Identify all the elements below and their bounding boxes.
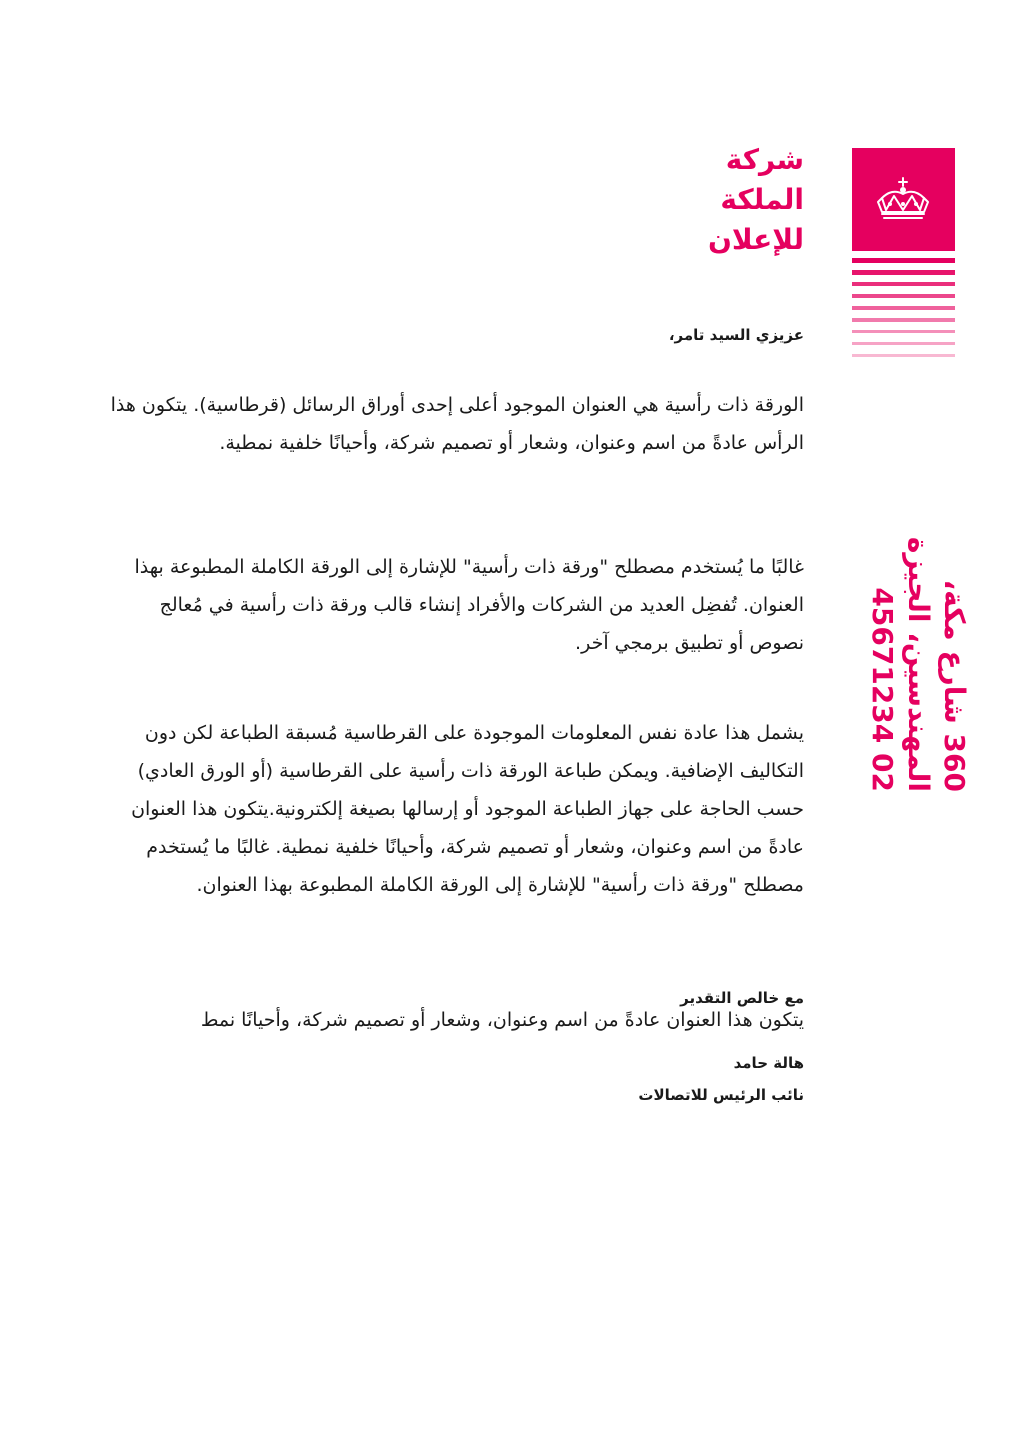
letter-greeting: عزيزي السيد تامر،	[668, 326, 804, 344]
signer-title: نائب الرئيس للاتصالات	[638, 1086, 804, 1104]
letter-closing: مع خالص التقدير	[680, 989, 804, 1007]
company-name	[564, 140, 804, 260]
company-name-line: الملكة	[720, 183, 804, 216]
company-address	[832, 212, 972, 792]
address-city: المهندسين، الجيزة	[902, 536, 935, 792]
company-name-line: شركة	[725, 143, 804, 176]
letter-paragraph: غالبًا ما يُستخدم مصطلح "ورقة ذات رأسية" للإشارة إلى الورقة الكاملة المطبوعة بهذا العنوان. تُفضِل العديد من الشركات والأفراد إنشاء قالب ورقة ذات رأسية في مُعالج نصوص أو تطبيق برمجي آخر.	[134, 556, 804, 654]
letter-closing-extra: يتكون هذا العنوان عادةً من اسم وعنوان، وشعار أو تصميم شركة، وأحيانًا نمط	[200, 1009, 804, 1031]
company-name-line: للإعلان	[707, 223, 804, 256]
letter-paragraph: يشمل هذا عادة نفس المعلومات الموجودة على القرطاسية مُسبقة الطباعة لكن دون التكاليف الإضافية. ويمكن طباعة الورقة ذات رأسية على القرطاسية (أو الورق العادي) حسب الحاجة على جهاز الطباعة الموجود أو إرسالها بصيغة إلكترونية.يتكون هذا العنوان عادةً من اسم وعنوان، وشعار أو تصميم شركة، وأحيانًا خلفية نمطية. غالبًا ما يُستخدم مصطلح "ورقة ذات رأسية" للإشارة إلى الورقة الكاملة المطبوعة بهذا العنوان.	[131, 722, 804, 896]
address-phone: 02 45671234	[866, 587, 899, 792]
address-street: 360 شارع مكة،	[938, 579, 971, 792]
signer-name: هالة حامد	[733, 1054, 804, 1072]
letter-paragraph: الورقة ذات رأسية هي العنوان الموجود أعلى إحدى أوراق الرسائل (قرطاسية). يتكون هذا الرأس عادةً من اسم وعنوان، وشعار أو تصميم شركة، وأحيانًا خلفية نمطية.	[110, 394, 804, 454]
